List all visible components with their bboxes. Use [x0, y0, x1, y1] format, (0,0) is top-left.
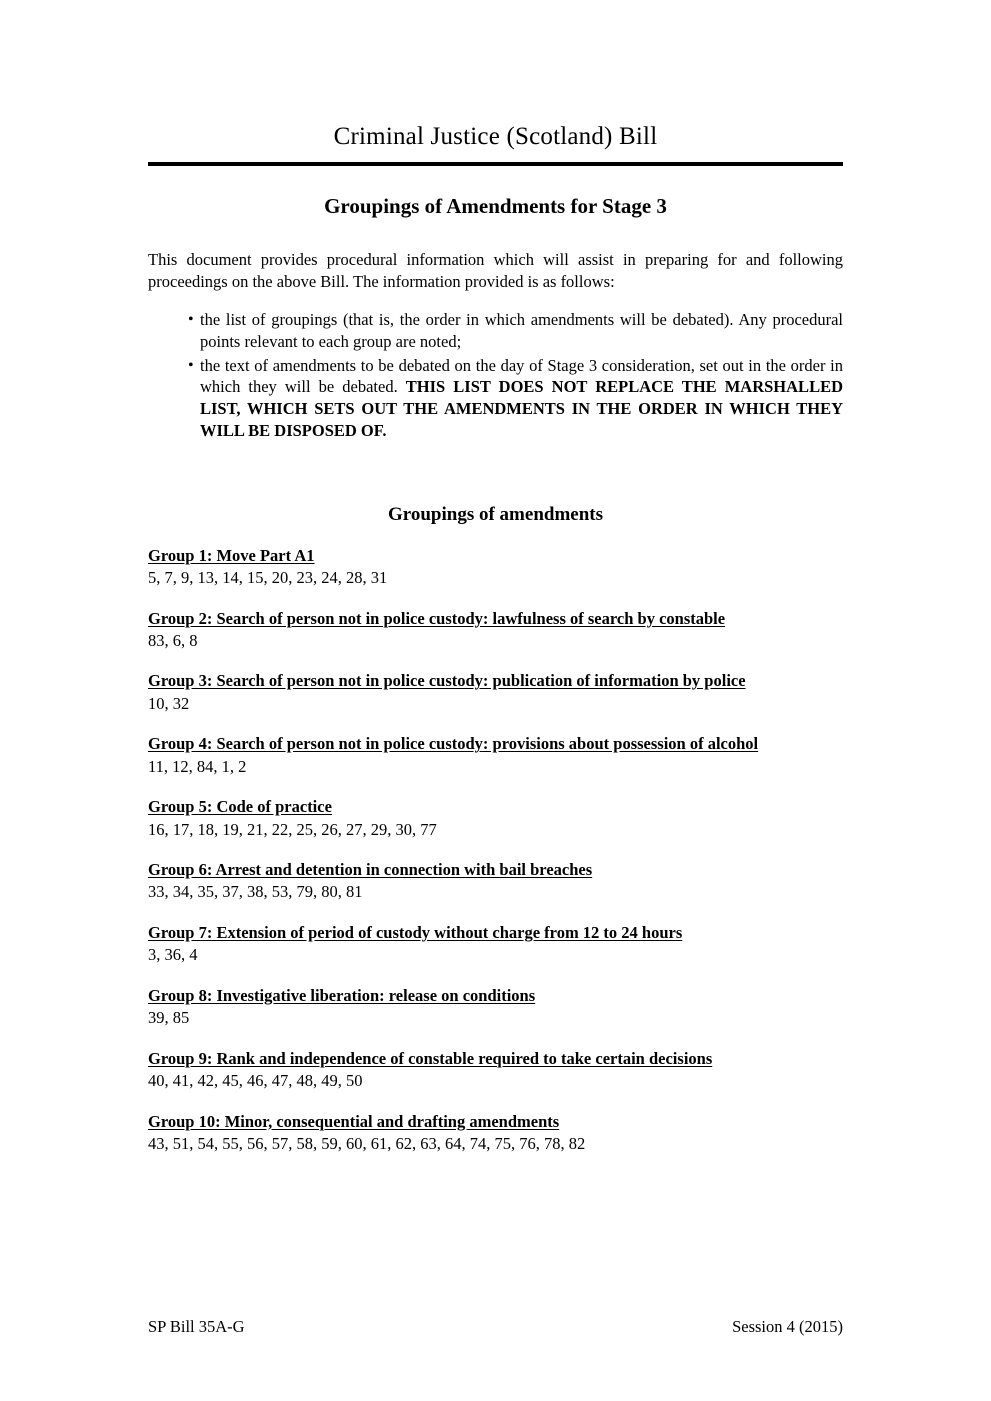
footer-bill-reference: SP Bill 35A-G — [148, 1317, 245, 1336]
group-entry — [148, 1048, 843, 1092]
group-title: Group 3: Search of person not in police custody: publication of information by police — [148, 671, 746, 691]
list-item-text: the list of groupings (that is, the order in which amendments will be debated). Any procedural points relevant to each group are noted; — [200, 310, 843, 351]
group-entry — [148, 1111, 843, 1155]
group-amendments: 40, 41, 42, 45, 46, 47, 48, 49, 50 — [148, 1071, 363, 1091]
group-amendments: 10, 32 — [148, 693, 190, 713]
group-title: Group 10: Minor, consequential and drafting amendments — [148, 1111, 560, 1131]
list-item — [148, 309, 843, 353]
list-item-emphasis: THIS LIST DOES NOT REPLACE THE MARSHALLED LIST, WHICH SETS OUT THE AMENDMENTS IN THE ORDER IN WHICH THEY WILL BE DISPOSED OF. — [200, 377, 843, 440]
bullet-icon: • — [188, 356, 194, 374]
intro-paragraph: This document provides procedural information which will assist in preparing for and following proceedings on the above Bill. The information provided is as follows: — [148, 250, 843, 291]
group-amendments: 16, 17, 18, 19, 21, 22, 25, 26, 27, 29, 30, 77 — [148, 819, 437, 839]
page-title: Criminal Justice (Scotland) Bill — [333, 123, 658, 150]
group-title: Group 5: Code of practice — [148, 797, 332, 817]
list-item — [148, 355, 843, 442]
group-entry — [148, 922, 843, 966]
document-body — [148, 0, 843, 1154]
group-title: Group 2: Search of person not in police custody: lawfulness of search by constable — [148, 608, 726, 628]
group-amendments: 11, 12, 84, 1, 2 — [148, 756, 247, 776]
page-footer — [148, 1317, 843, 1337]
group-amendments: 33, 34, 35, 37, 38, 53, 79, 80, 81 — [148, 882, 363, 902]
group-entry — [148, 733, 843, 777]
section-heading-groupings: Groupings of amendments — [387, 503, 603, 525]
group-title: Group 1: Move Part A1 — [148, 545, 315, 565]
group-amendments: 43, 51, 54, 55, 56, 57, 58, 59, 60, 61, 62, 63, 64, 74, 75, 76, 78, 82 — [148, 1133, 586, 1153]
bullet-icon: • — [188, 311, 194, 329]
group-title: Group 9: Rank and independence of constable required to take certain decisions — [148, 1048, 713, 1068]
group-entry — [148, 985, 843, 1029]
group-entry — [148, 545, 843, 589]
document-subtitle: Groupings of Amendments for Stage 3 — [324, 194, 667, 218]
group-title: Group 8: Investigative liberation: release on conditions — [148, 985, 536, 1005]
group-amendments: 5, 7, 9, 13, 14, 15, 20, 23, 24, 28, 31 — [148, 568, 388, 588]
group-entry — [148, 670, 843, 714]
list-item-text: the text of amendments to be debated on the day of Stage 3 consideration, set out in the order in which they will be debated. — [200, 355, 843, 397]
group-amendments: 83, 6, 8 — [148, 630, 198, 650]
group-entry — [148, 859, 843, 903]
group-entry — [148, 796, 843, 840]
group-entry — [148, 608, 843, 652]
footer-session: Session 4 (2015) — [732, 1317, 843, 1336]
group-title: Group 6: Arrest and detention in connection with bail breaches — [148, 860, 593, 879]
title-divider — [148, 162, 843, 166]
intro-bullet-list — [148, 309, 843, 442]
group-title: Group 4: Search of person not in police custody: provisions about possession of alcohol — [148, 734, 759, 754]
group-amendments: 39, 85 — [148, 1008, 190, 1028]
group-amendments: 3, 36, 4 — [148, 945, 198, 965]
group-title: Group 7: Extension of period of custody without charge from 12 to 24 hours — [148, 922, 683, 942]
